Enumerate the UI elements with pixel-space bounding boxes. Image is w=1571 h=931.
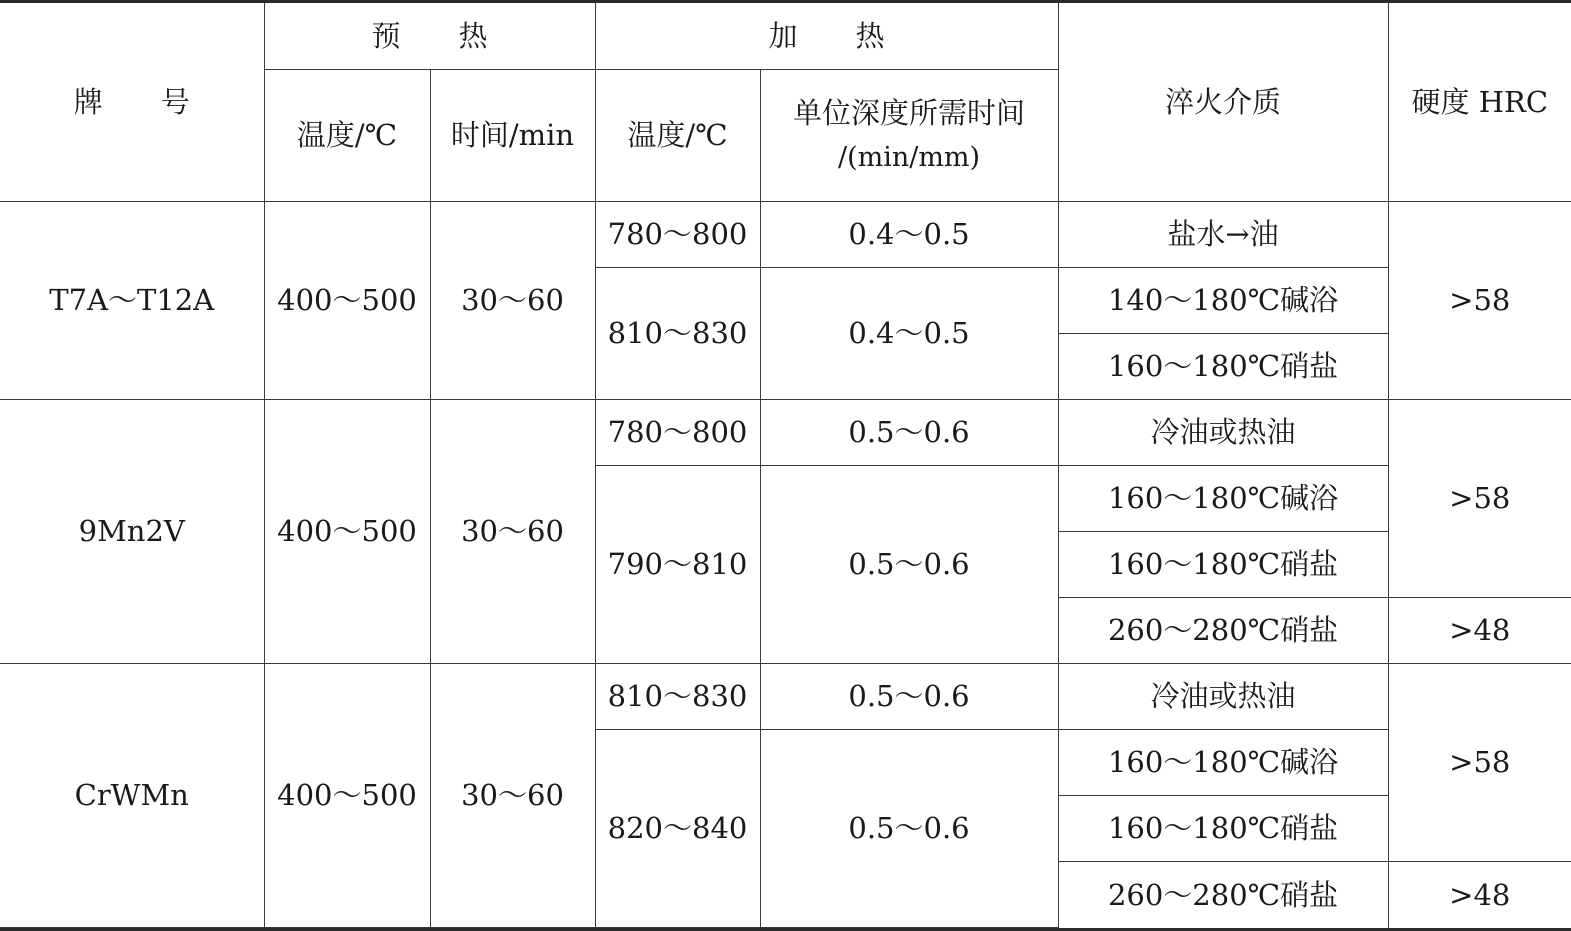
quench-medium-cell: 260～280℃硝盐 bbox=[1058, 597, 1388, 663]
quench-medium-cell: 160～180℃碱浴 bbox=[1058, 465, 1388, 531]
hardness-cell: >48 bbox=[1388, 597, 1571, 663]
heat-time-cell: 0.4～0.5 bbox=[760, 267, 1058, 399]
header-heating: 加 热 bbox=[595, 3, 1058, 69]
preheat-temp-cell: 400～500 bbox=[264, 201, 430, 399]
hardness-cell: >58 bbox=[1388, 201, 1571, 399]
header-quench-medium: 淬火介质 bbox=[1058, 3, 1388, 201]
quench-medium-cell: 260～280℃硝盐 bbox=[1058, 861, 1388, 927]
header-preheat: 预 热 bbox=[264, 3, 595, 69]
quenching-parameters-table bbox=[0, 3, 1571, 928]
heat-time-cell: 0.5～0.6 bbox=[760, 465, 1058, 663]
quench-medium-cell: 160～180℃硝盐 bbox=[1058, 333, 1388, 399]
quench-medium-cell: 160～180℃硝盐 bbox=[1058, 795, 1388, 861]
preheat-time-cell: 30～60 bbox=[430, 663, 595, 927]
header-heat-temp: 温度/℃ bbox=[595, 69, 760, 201]
quench-medium-cell: 160～180℃碱浴 bbox=[1058, 729, 1388, 795]
heat-temp-cell: 820～840 bbox=[595, 729, 760, 927]
grade-cell: CrWMn bbox=[0, 663, 264, 927]
heat-temp-cell: 780～800 bbox=[595, 399, 760, 465]
preheat-time-cell: 30～60 bbox=[430, 201, 595, 399]
preheat-temp-cell: 400～500 bbox=[264, 399, 430, 663]
quench-medium-cell: 160～180℃硝盐 bbox=[1058, 531, 1388, 597]
grade-cell: 9Mn2V bbox=[0, 399, 264, 663]
hardness-cell: >58 bbox=[1388, 663, 1571, 861]
header-heat-time-line2: /(min/mm) bbox=[837, 142, 981, 174]
preheat-time-cell: 30～60 bbox=[430, 399, 595, 663]
heat-time-cell: 0.5～0.6 bbox=[760, 663, 1058, 729]
header-heat-time-line1: 单位深度所需时间 bbox=[793, 96, 1026, 130]
heat-time-cell: 0.4～0.5 bbox=[760, 201, 1058, 267]
header-heat-time bbox=[760, 69, 1058, 201]
heat-temp-cell: 790～810 bbox=[595, 465, 760, 663]
heat-temp-cell: 810～830 bbox=[595, 267, 760, 399]
quench-medium-cell: 盐水→油 bbox=[1058, 201, 1388, 267]
heat-temp-cell: 810～830 bbox=[595, 663, 760, 729]
header-preheat-time: 时间/min bbox=[430, 69, 595, 201]
heat-time-cell: 0.5～0.6 bbox=[760, 729, 1058, 927]
quench-medium-cell: 冷油或热油 bbox=[1058, 663, 1388, 729]
hardness-cell: >48 bbox=[1388, 861, 1571, 927]
quench-medium-cell: 140～180℃碱浴 bbox=[1058, 267, 1388, 333]
header-grade: 牌 号 bbox=[0, 3, 264, 201]
header-preheat-temp: 温度/℃ bbox=[264, 69, 430, 201]
preheat-temp-cell: 400～500 bbox=[264, 663, 430, 927]
header-hardness: 硬度 HRC bbox=[1388, 3, 1571, 201]
grade-cell: T7A～T12A bbox=[0, 201, 264, 399]
heat-time-cell: 0.5～0.6 bbox=[760, 399, 1058, 465]
hardness-cell: >58 bbox=[1388, 399, 1571, 597]
heat-temp-cell: 780～800 bbox=[595, 201, 760, 267]
quench-medium-cell: 冷油或热油 bbox=[1058, 399, 1388, 465]
